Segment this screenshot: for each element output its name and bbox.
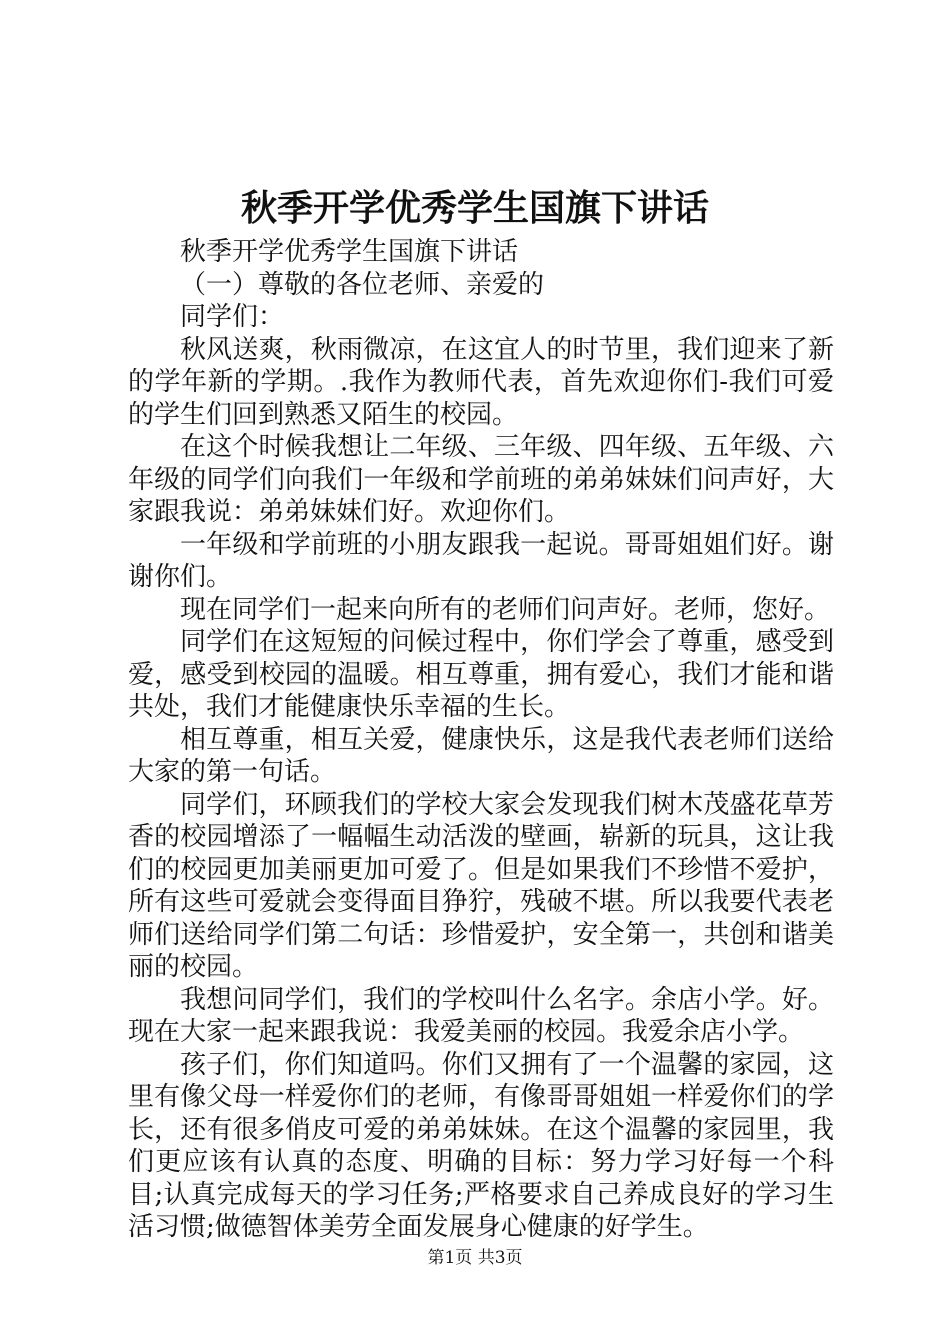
paragraph: 同学们在这短短的问候过程中，你们学会了尊重，感受到爱，感受到校园的温暖。相互尊重，拥有爱心，我们才能和谐共处，我们才能健康快乐幸福的生长。	[128, 627, 834, 722]
paragraph-salutation: （一）尊敬的各位老师、亲爱的	[180, 269, 545, 300]
paragraph: 相互尊重，相互关爱，健康快乐，这是我代表老师们送给大家的第一句话。	[128, 724, 834, 787]
paragraph-salutation-cont: 同学们：	[180, 302, 285, 332]
paragraph: 一年级和学前班的小朋友跟我一起说。哥哥姐姐们好。谢谢你们。	[128, 529, 834, 592]
document-title: 秋季开学优秀学生国旗下讲话	[240, 187, 709, 229]
document-body	[128, 236, 834, 1244]
paragraph: 同学们，环顾我们的学校大家会发现我们树木茂盛花草芳香的校园增添了一幅幅生动活泼的壁画，崭新的玩具，这让我们的校园更加美丽更加可爱了。但是如果我们不珍惜不爱护，所有这些可爱就会变得面目狰狞，残破不堪。所以我要代表老师们送给同学们第二句话：珍惜爱护，安全第一，共创和谐美丽的校园。	[128, 789, 834, 982]
paragraph: 我想问同学们，我们的学校叫什么名字。余店小学。好。现在大家一起来跟我说：我爱美丽的校园。我爱余店小学。	[128, 984, 834, 1047]
page-footer: 第1页 共3页	[427, 1248, 523, 1268]
paragraph: 在这个时候我想让二年级、三年级、四年级、五年级、六年级的同学们向我们一年级和学前班的弟弟妹妹们问声好，大家跟我说：弟弟妹妹们好。欢迎你们。	[128, 432, 834, 527]
paragraph: 秋风送爽，秋雨微凉，在这宜人的时节里，我们迎来了新的学年新的学期。.我作为教师代表，首先欢迎你们-我们可爱的学生们回到熟悉又陌生的校园。	[128, 334, 834, 430]
paragraph: 现在同学们一起来向所有的老师们问声好。老师，您好。	[180, 594, 831, 625]
paragraph-subtitle: 秋季开学优秀学生国旗下讲话	[180, 237, 519, 267]
paragraph: 孩子们，你们知道吗。你们又拥有了一个温馨的家园，这里有像父母一样爱你们的老师，有像哥哥姐姐一样爱你们的学长，还有很多俏皮可爱的弟弟妹妹。在这个温馨的家园里，我们更应该有认真的态度、明确的目标：努力学习好每一个科目;认真完成每天的学习任务;严格要求自己养成良好的学习生活习惯;做德智体美劳全面发展身心健康的好学生。	[128, 1049, 834, 1242]
